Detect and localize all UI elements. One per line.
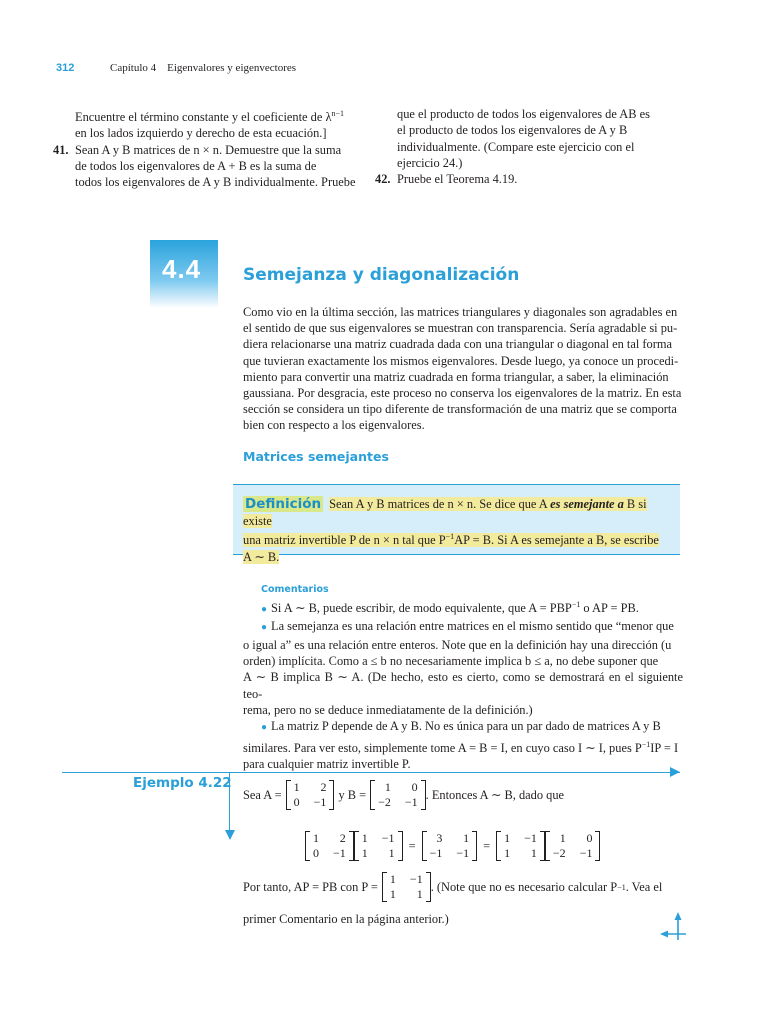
matrix-entry: −1: [524, 831, 537, 845]
matrix-p: [496, 831, 545, 861]
matrix-b: [545, 831, 601, 861]
arrow-right-icon: [670, 767, 680, 777]
matrix-entry: −1: [456, 846, 470, 860]
right-exercise-column: [375, 106, 687, 187]
intro-line: gaussiana. Por desgracia, este proceso no conserva los eigenvalores de la matriz. En esta: [243, 386, 682, 401]
matrix-entry: −1: [579, 846, 593, 860]
arrow-down-icon: [225, 830, 235, 840]
matrix-entry: 0: [293, 795, 300, 809]
comment-line: ● La matriz P depende de A y B. No es única para un par dado de matrices A y B: [243, 718, 683, 736]
exercise-41-line3: todos los eigenvalores de A y B individualmente. Pruebe: [75, 175, 356, 190]
matrix-entry: −1: [404, 795, 418, 809]
matrix-entry: 1: [416, 887, 423, 901]
matrix-entry: 3: [436, 831, 443, 845]
example-equation: 1 2 0 −1 1 −1 1 1 = 3 1 −1 −1 = 1 −1 1 1 1 0 −2 −1: [305, 831, 600, 861]
comment-line: orden) implícita. Como a ≤ b no necesariamente implica b ≤ a, no debe suponer que: [243, 654, 659, 669]
section-number-box: [150, 240, 218, 308]
matrix-entry: 0: [313, 846, 319, 860]
exercise-41-cont-4: ejercicio 24.): [397, 155, 463, 170]
example-label: Ejemplo 4.22: [133, 775, 232, 791]
matrix-entry: 1: [361, 831, 368, 845]
matrix-entry: 1: [389, 887, 396, 901]
intro-line: Como vio en la última sección, las matrices triangulares y diagonales son agradables en: [243, 305, 678, 319]
example-rule: [62, 772, 680, 773]
matrix-entry: 1: [389, 872, 396, 886]
example-last-line: primer Comentario en la página anterior.): [243, 912, 449, 926]
comment-line: rema, pero no se deduce inmediatamente de la definición.): [243, 702, 533, 717]
matrix-entry: −1: [429, 846, 443, 860]
matrix-entry: −1: [381, 831, 395, 845]
comment-line: o igual a” es una relación entre enteros. Note que en la definición hay una dirección (u: [243, 637, 672, 652]
example-conclusion: Por tanto, AP = PB con P = 1 −1 1 1 . (Note que no es necesario calcular P −1 . Vea el: [243, 872, 663, 901]
bullet-icon: ●: [260, 622, 268, 634]
matrix-b: [370, 780, 426, 810]
comments-heading: Comentarios: [261, 584, 329, 595]
matrix-entry: −1: [313, 795, 327, 809]
intro-line: bien con respecto a los eigenvalores.: [243, 418, 425, 433]
matrix-a: [286, 780, 335, 810]
intro-line: el sentido de que sus eigenvalores se muestran con transparencia. Sería agradable si pu-: [243, 321, 678, 336]
matrix-entry: 1: [313, 831, 319, 845]
section-number: 4.4: [162, 254, 202, 284]
matrix-entry: 1: [530, 846, 537, 860]
subsection-title: Matrices semejantes: [243, 449, 389, 464]
matrix-entry: −2: [552, 846, 566, 860]
matrix-p: [382, 872, 431, 902]
carry-over-text-2: en los lados izquierdo y derecho de esta ecuación.]: [75, 126, 327, 141]
matrix-entry: 2: [320, 780, 327, 794]
matrix-entry: −1: [409, 872, 423, 886]
exercise-41-line2: de todos los eigenvalores de A + B es la suma de: [75, 159, 317, 174]
matrix-entry: 1: [559, 831, 566, 845]
exercise-41-cont-2: el producto de todos los eigenvalores de A y B: [397, 123, 628, 138]
comment-bullet-2: [243, 618, 683, 718]
left-exercise-column: [53, 106, 365, 191]
matrix-entry: −2: [378, 795, 391, 809]
running-title: Capítulo 4 Eigenvalores y eigenvectores: [110, 62, 297, 74]
comment-line: A ∼ B implica B ∼ A. (De hecho, esto es cierto, como se demostrará en el siguiente teo-: [243, 670, 683, 701]
carry-over-text: Encuentre el término constante y el coeficiente de $\lambda^{n-1}$: [75, 109, 344, 125]
matrix-entry: 0: [411, 780, 418, 794]
comment-line: para cualquier matriz invertible P.: [243, 756, 411, 771]
matrix-entry: 1: [384, 780, 391, 794]
matrix-p: [354, 831, 403, 861]
intro-line: diera relacionarse una matriz cuadrada dada con una triangular o diagonal en tal forma: [243, 337, 672, 352]
matrix-entry: 2: [339, 831, 346, 845]
exercise-number: 41.: [53, 142, 69, 157]
intro-line: miento para convertir una matriz cuadrada en forma triangular, a saber, la eliminación: [243, 369, 669, 384]
exercise-42: 42. Pruebe el Teorema 4.19.: [375, 172, 518, 187]
exercise-41: 41. Sean A y B matrices de n × n. Demuestre que la suma: [53, 142, 342, 157]
definition-label: Definición: [245, 496, 322, 512]
page-number: 312: [56, 62, 75, 74]
exercise-41-cont-3: individualmente. (Compare este ejercicio con el: [397, 139, 635, 154]
matrix-ap: [422, 831, 478, 861]
matrix-entry: 1: [504, 846, 511, 860]
bullet-icon: ●: [260, 722, 268, 734]
example-statement: Sea A = 1 2 0 −1 y B = 1 0 −2 −1 . Entonces A ∼ B, dado que: [243, 780, 565, 809]
exercise-41-cont-1: que el producto de todos los eigenvalores de AB es: [397, 107, 650, 121]
comment-line: ● La semejanza es una relación entre matrices en el mismo sentido que “menor que: [243, 618, 683, 636]
matrix-entry: 1: [463, 831, 470, 845]
intro-line: sección se considera un tipo diferente de transformación de una matriz que se comporta: [243, 402, 677, 417]
bullet-icon: ●: [260, 604, 268, 616]
section-title: Semejanza y diagonalización: [243, 265, 520, 285]
matrix-a: [305, 831, 354, 861]
definition-text: Definición Sean A y B matrices de n × n. Se dice que A es semejante a B si existe una matriz invertible P de n × n tal que $P^{-1}AP = B$. Si A es semejante a B, se escribe A ∼ B.: [243, 496, 659, 564]
matrix-entry: 1: [504, 831, 511, 845]
end-of-example-icon: [660, 912, 686, 942]
comments-text: [243, 597, 683, 772]
section-intro: [243, 304, 683, 434]
comment-line: similares. Para ver esto, simplemente tome A = B = I, en cuyo caso I ∼ I, pues $P^{-1}IP = I$: [243, 739, 679, 755]
matrix-entry: 1: [388, 846, 395, 860]
comment-bullet-1: ● Si A ∼ B, puede escribir, de modo equivalente, que $A = PBP^{-1}$ o AP = PB.: [243, 597, 683, 618]
matrix-entry: −1: [333, 846, 346, 860]
intro-line: que tuvieran exactamente los mismos eigenvalores. Desde luego, ya conoce un procedi-: [243, 353, 679, 368]
matrix-entry: 0: [586, 831, 593, 845]
matrix-entry: 1: [293, 780, 300, 794]
comment-bullet-3: [243, 718, 683, 772]
exercise-number: 42.: [375, 172, 391, 187]
matrix-entry: 1: [361, 846, 368, 860]
